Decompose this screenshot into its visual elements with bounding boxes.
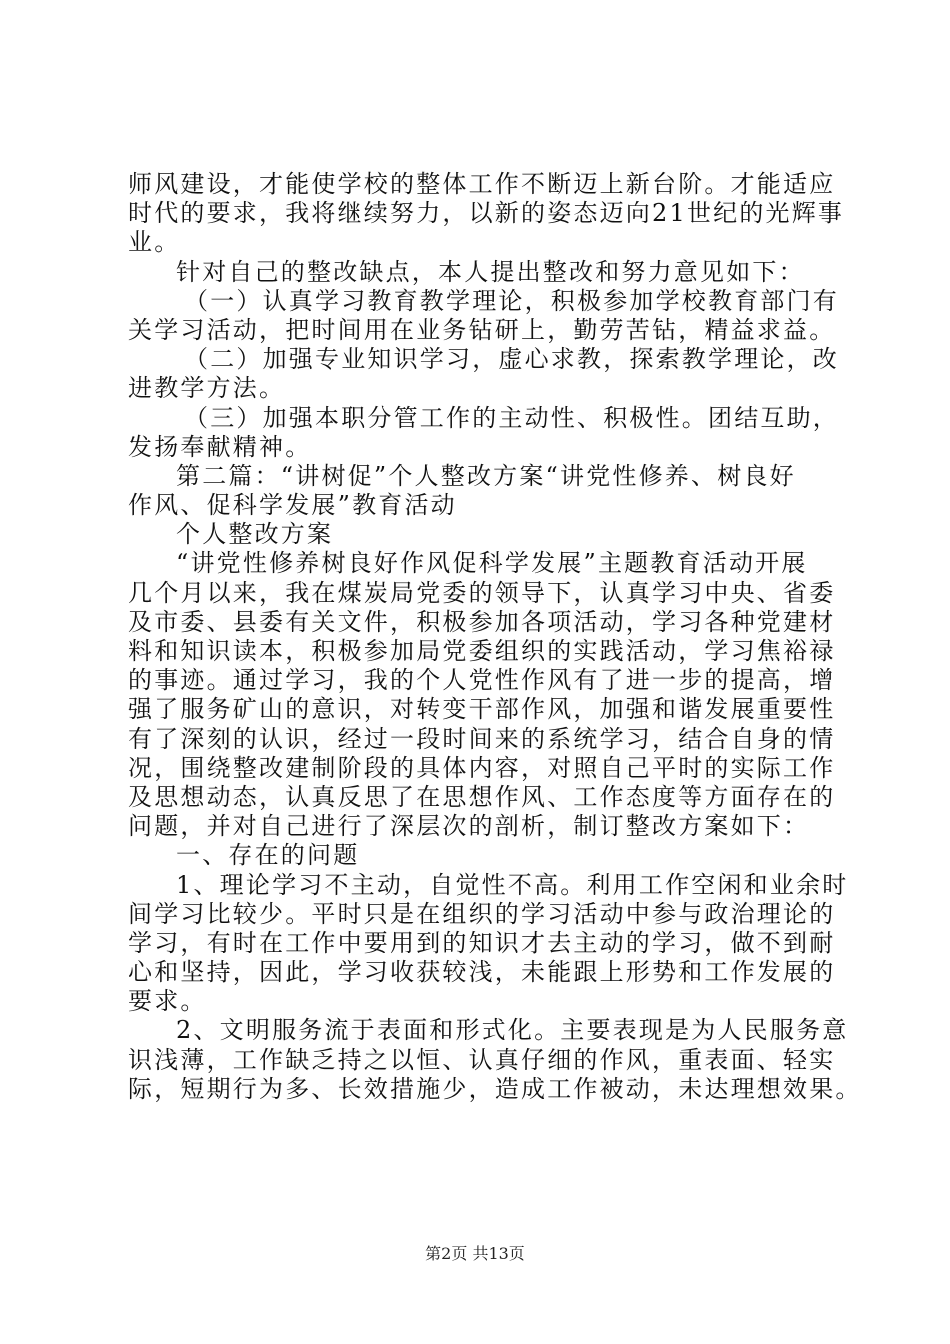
text-line: 识浅薄，工作缺乏持之以恒、认真仔细的作风，重表面、轻实 (128, 1045, 836, 1074)
text-line: 间学习比较少。平时只是在组织的学习活动中参与政治理论的 (128, 899, 836, 928)
text-line: 及市委、县委有关文件，积极参加各项活动，学习各种党建材 (128, 607, 836, 636)
text-line: 几个月以来，我在煤炭局党委的领导下，认真学习中央、省委 (128, 578, 836, 607)
text-line: 学习，有时在工作中要用到的知识才去主动的学习，做不到耐 (128, 928, 836, 957)
text-line: 时代的要求，我将继续努力，以新的姿态迈向21世纪的光辉事 (128, 199, 845, 228)
text-line: （三）加强本职分管工作的主动性、积极性。团结互助， (184, 403, 839, 432)
text-line: 问题，并对自己进行了深层次的剖析，制订整改方案如下： (128, 812, 810, 841)
subheading: 个人整改方案 (176, 520, 334, 549)
text-line: 2、文明服务流于表面和形式化。主要表现是为人民服务意 (176, 1016, 849, 1045)
text-line: （一）认真学习教育教学理论，积极参加学校教育部门有 (184, 286, 839, 315)
text-line: 料和知识读本，积极参加局党委组织的实践活动，学习焦裕禄 (128, 637, 836, 665)
text-line: 进教学方法。 (128, 374, 286, 403)
section-heading: 第二篇：“讲树促”个人整改方案“讲党性修养、树良好 (176, 461, 796, 490)
text-line: 况，围绕整改建制阶段的具体内容，对照自己平时的实际工作 (128, 753, 836, 782)
text-line: 师风建设，才能使学校的整体工作不断迈上新台阶。才能适应 (128, 170, 836, 198)
text-line: 及思想动态，认真反思了在思想作风、工作态度等方面存在的 (128, 782, 836, 811)
text-line: 强了服务矿山的意识，对转变干部作风，加强和谐发展重要性 (128, 695, 836, 724)
document-body (128, 170, 862, 1104)
section-heading: 作风、促科学发展”教育活动 (128, 491, 457, 520)
text-line: 关学习活动，把时间用在业务钻研上，勤劳苦钻，精益求益。 (128, 315, 836, 344)
text-line: “讲党性修养树良好作风促科学发展”主题教育活动开展 (176, 549, 808, 578)
text-line: 有了深刻的认识，经过一段时间来的系统学习，结合自身的情 (128, 724, 836, 753)
text-line: 1、理论学习不主动，自觉性不高。利用工作空闲和业余时 (176, 870, 849, 899)
text-line: 要求。 (128, 987, 207, 1016)
text-line: 业。 (128, 228, 181, 257)
text-line: 际，短期行为多、长效措施少，造成工作被动，未达理想效果。 (128, 1074, 862, 1103)
text-line: 针对自己的整改缺点，本人提出整改和努力意见如下： (176, 257, 805, 286)
subheading: 一、存在的问题 (176, 841, 360, 870)
text-line: 心和坚持，因此，学习收获较浅，未能跟上形势和工作发展的 (128, 958, 836, 987)
text-line: 的事迹。通过学习，我的个人党性作风有了进一步的提高，增 (128, 666, 836, 695)
text-line: （二）加强专业知识学习，虚心求教，探索教学理论，改 (184, 345, 839, 374)
text-line: 发扬奉献精神。 (128, 432, 312, 461)
page-number-footer: 第2页 共13页 (425, 1244, 525, 1263)
